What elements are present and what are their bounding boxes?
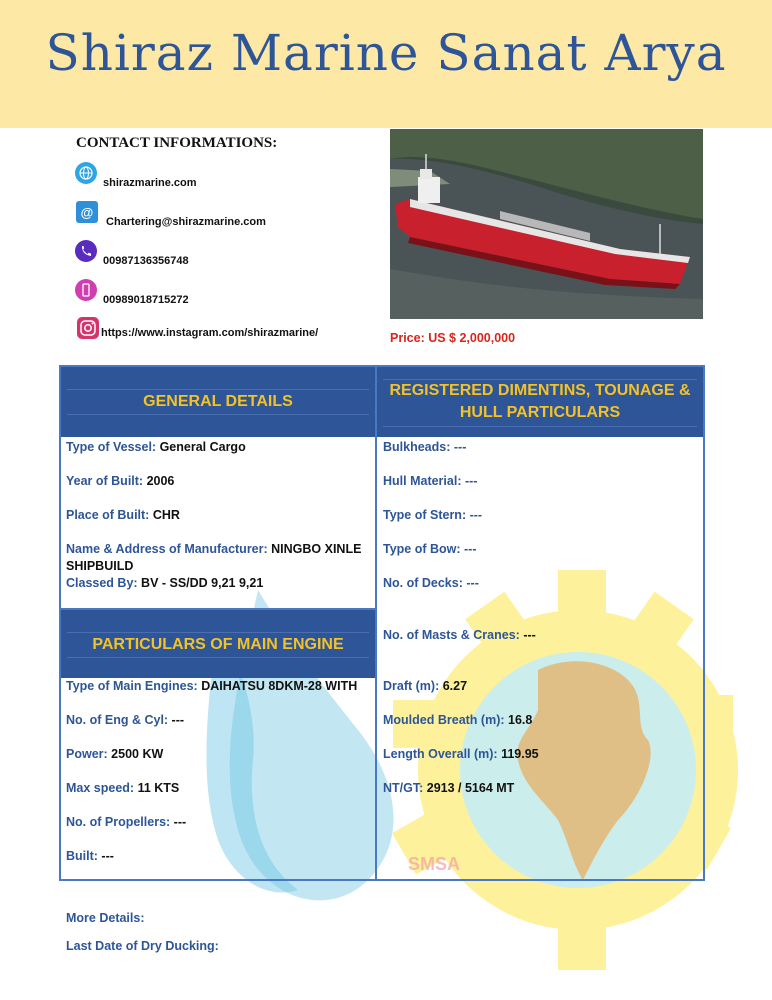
price-label: Price: US $ 2,000,000 [390,331,516,345]
mobile-number[interactable]: 00989018715272 [103,294,189,306]
row-label: Built: [66,849,98,863]
registered-title-line2: HULL PARTICULARS [459,404,621,421]
engine-row [66,780,366,797]
engine-row [66,678,366,695]
engine-row [66,848,366,865]
registered-title-line1: REGISTERED DIMENTINS, TOUNAGE & [389,382,691,399]
engine-row [66,814,366,831]
phone-number[interactable]: 00987136356748 [103,255,189,267]
row-value: 119.95 [497,747,539,761]
email-icon [76,201,98,223]
row-label: No. of Masts & Cranes: [383,628,520,642]
row-label: Bulkheads: [383,440,451,454]
row-label: Draft (m): [383,679,440,693]
globe-icon [75,162,97,184]
main-engine-title: PARTICULARS OF MAIN ENGINE [92,636,344,653]
vessel-photo [390,129,703,319]
row-value: --- [462,576,479,590]
row-value: --- [168,713,185,727]
more-details-label: More Details: [66,911,145,925]
row-label: Name & Address of Manufacturer: [66,542,268,556]
main-engine-header [61,608,375,678]
registered-row [383,575,698,592]
row-value: --- [466,508,483,522]
general-row [66,541,366,575]
row-value: DAIHATSU 8DKM-28 WITH [197,679,358,693]
row-value: General Cargo [156,440,246,454]
row-label: Hull Material: [383,474,462,488]
row-label: Type of Stern: [383,508,467,522]
registered-row [383,678,698,695]
general-row [66,507,366,524]
row-label: No. of Propellers: [66,815,171,829]
row-value: 2913 / 5164 MT [423,781,515,795]
row-value: BV - SS/DD 9,21 9,21 [137,576,264,590]
row-label: Type of Main Engines: [66,679,198,693]
registered-row [383,780,698,797]
row-label: Classed By: [66,576,138,590]
page-header [0,0,772,128]
row-label: Length Overall (m): [383,747,498,761]
instagram-link[interactable]: https://www.instagram.com/shirazmarine/ [101,327,319,339]
general-row [66,439,366,456]
instagram-icon [77,317,99,339]
mobile-icon [75,279,97,301]
registered-row [383,627,698,644]
registered-header [377,367,703,437]
contact-heading: CONTACT INFORMATIONS: [76,135,278,151]
row-label: Year of Built: [66,474,144,488]
general-details-header [61,367,375,437]
row-value: 2006 [143,474,175,488]
row-value: --- [97,849,114,863]
row-value: 16.8 [504,713,533,727]
row-label: Place of Built: [66,508,150,522]
registered-row [383,439,698,456]
engine-row [66,712,366,729]
row-label: Type of Bow: [383,542,461,556]
row-value: --- [170,815,187,829]
row-value: CHR [149,508,180,522]
row-label: Moulded Breath (m): [383,713,505,727]
registered-row [383,507,698,524]
phone-icon [75,240,97,262]
row-value: 11 KTS [134,781,180,795]
registered-row [383,712,698,729]
dry-docking-label: Last Date of Dry Ducking: [66,939,219,953]
row-label: No. of Eng & Cyl: [66,713,169,727]
email-link[interactable]: Chartering@shirazmarine.com [106,216,266,228]
svg-text:@: @ [80,205,94,220]
watermark-text: SMSA [408,854,461,874]
registered-row [383,473,698,490]
company-title: Shiraz Marine Sanat Arya [45,24,727,82]
row-value: --- [450,440,467,454]
row-label: Type of Vessel: [66,440,157,454]
row-label: Power: [66,747,108,761]
registered-row [383,541,698,558]
row-value: 2500 KW [107,747,164,761]
general-details-title: GENERAL DETAILS [143,393,293,410]
row-value: NINGBO XINLE SHIPBUILD [66,542,362,573]
general-row [66,575,366,592]
row-value: --- [460,542,477,556]
row-value: --- [519,628,536,642]
engine-row [66,746,366,763]
row-label: NT/GT: [383,781,424,795]
row-value: --- [461,474,478,488]
website-link[interactable]: shirazmarine.com [103,177,197,189]
registered-row [383,746,698,763]
row-label: Max speed: [66,781,135,795]
row-label: No. of Decks: [383,576,463,590]
general-row [66,473,366,490]
table-divider [375,365,377,881]
row-value: 6.27 [439,679,468,693]
